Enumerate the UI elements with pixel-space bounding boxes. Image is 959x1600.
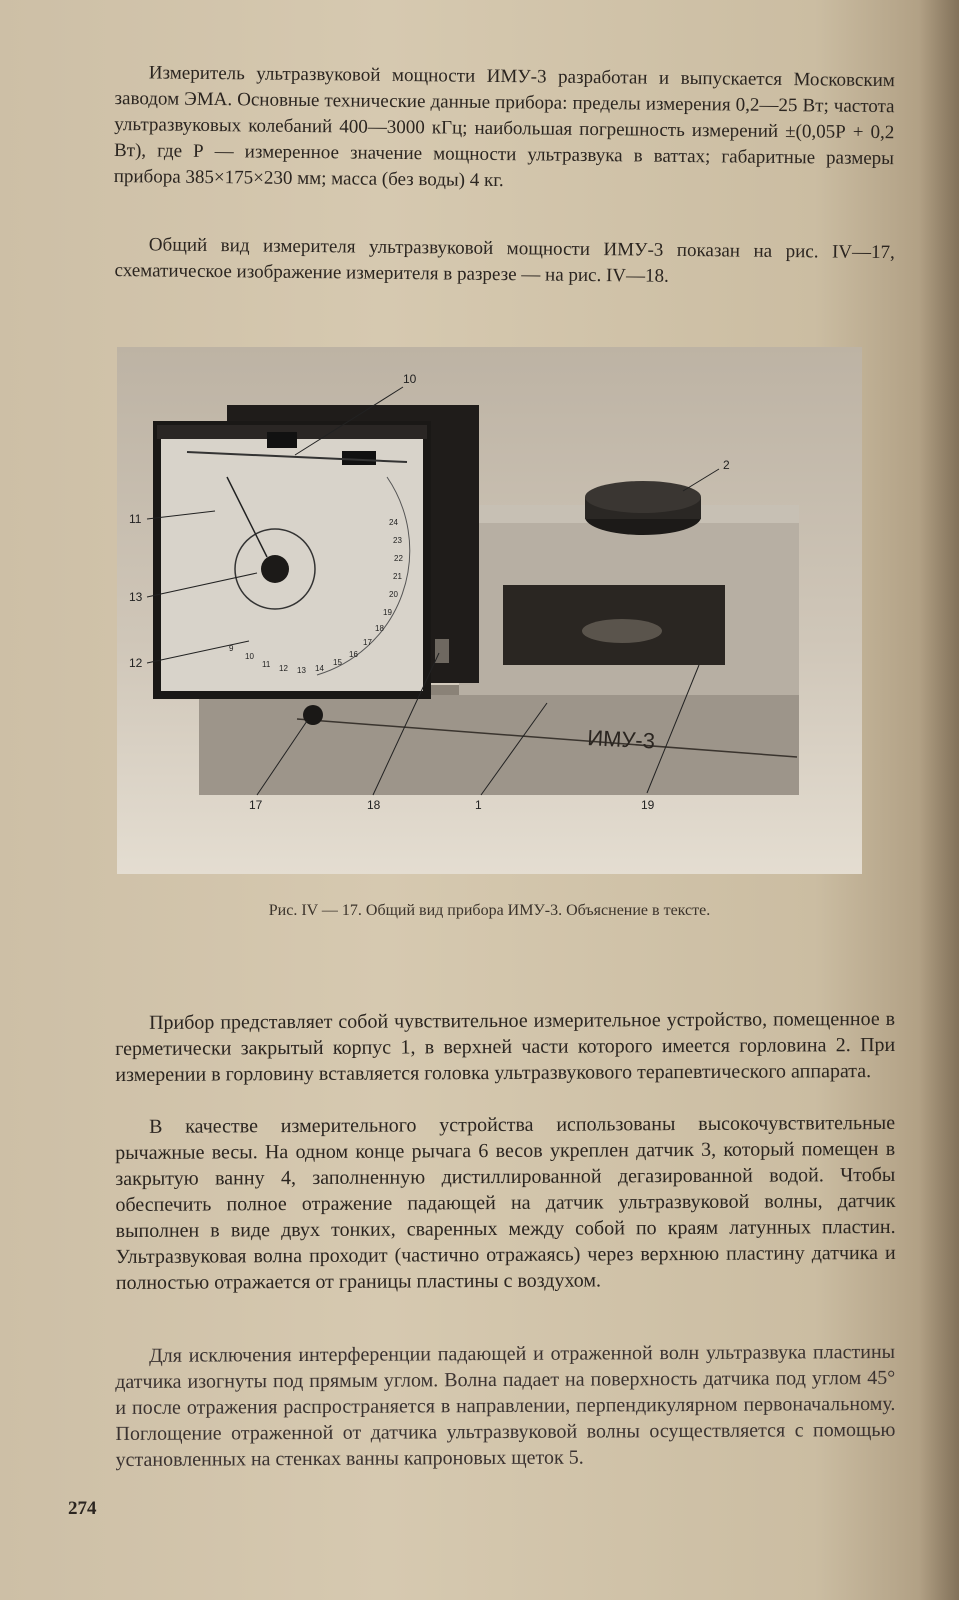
callout-10: 10: [403, 372, 417, 386]
device-base: [199, 685, 799, 795]
callout-17: 17: [249, 798, 263, 812]
svg-text:19: 19: [383, 608, 392, 617]
svg-text:15: 15: [333, 658, 342, 667]
svg-text:16: 16: [349, 650, 358, 659]
callout-11: 11: [129, 512, 142, 526]
svg-text:21: 21: [393, 572, 402, 581]
device-photo: [117, 347, 862, 874]
paragraph-device-description: Прибор представляет собой чувствительное измерительное устройство, помещенное в герметически закрытый корпус 1, в верхней части которого имеется горловина 2. При измерении в горловину вставляется головка ультразвукового терапевтического аппарата.: [115, 1007, 896, 1086]
svg-text:10: 10: [245, 652, 254, 661]
callout-1: 1: [475, 798, 482, 812]
page-number: 274: [68, 1498, 97, 1519]
svg-text:14: 14: [315, 664, 324, 673]
svg-text:20: 20: [389, 590, 398, 599]
device-illustration: [117, 347, 862, 874]
callout-2: 2: [723, 458, 730, 472]
svg-text:23: 23: [393, 536, 402, 545]
svg-text:22: 22: [394, 554, 403, 563]
device-label: ИМУ-3: [586, 725, 656, 754]
figure-caption: Рис. IV — 17. Общий вид прибора ИМУ-3. Объяснение в тексте.: [268, 902, 711, 919]
dial-face: [157, 425, 427, 695]
svg-text:24: 24: [389, 518, 398, 527]
callout-12: 12: [129, 656, 143, 670]
svg-text:12: 12: [279, 664, 288, 673]
paragraph-specs: Измеритель ультразвуковой мощности ИМУ-3 разработан и выпускается Московским заводом ЭМА. Основные технические данные прибора: пределы измерения 0,2—25 Вт; частота ультразвуковых колебаний 400—3000 кГц; наибольшая погрешность измерений ±(0,05Р + 0,2 Вт), где Р — измеренное значение мощности ультразвука в ваттах; габаритные размеры прибора 385×175×230 мм; масса (без воды) 4 кг.: [113, 62, 895, 192]
callout-13: 13: [129, 590, 143, 604]
svg-text:11: 11: [262, 660, 271, 669]
callout-18: 18: [367, 798, 381, 812]
callout-19: 19: [641, 798, 655, 812]
paragraph-figure-reference: Общий вид измерителя ультразвуковой мощности ИМУ-3 показан на рис. IV—17, схематическое изображение измерителя в разрезе — на рис. IV—18.: [114, 234, 895, 287]
paragraph-interference: Для исключения интерференции падающей и отраженной волн ультразвука пластины датчика изогнуты под прямым углом. Волна падает на поверхность датчика под углом 45° и после отражения распространяется в направлении, перпендикулярном первоначальному. Поглощение отраженной от датчика ультразвуковой волны осуществляется с помощью установленных на стенках ванны капроновых щеток 5.: [115, 1340, 896, 1471]
svg-text:13: 13: [297, 666, 306, 675]
svg-text:17: 17: [363, 638, 372, 647]
dial-knob: [261, 555, 289, 583]
paragraph-measuring-device: В качестве измерительного устройства использованы высокочувствительные рычажные весы. На одном конце рычага 6 весов укреплен датчик 3, который помещен в закрытую ванну 4, заполненную дистиллированной дегазированной водой. Чтобы обеспечить полное отражение падающей на датчик ультразвуковой волны, датчик выполнен в виде двух тонких, сваренных между собой по краям латунных пластин. Ультразвуковая волна проходит (частично отражаясь) через верхнюю пластину датчика и полностью отражается от границы пластины с воздухом.: [115, 1111, 896, 1294]
svg-text:18: 18: [375, 624, 384, 633]
svg-text:9: 9: [229, 644, 234, 653]
